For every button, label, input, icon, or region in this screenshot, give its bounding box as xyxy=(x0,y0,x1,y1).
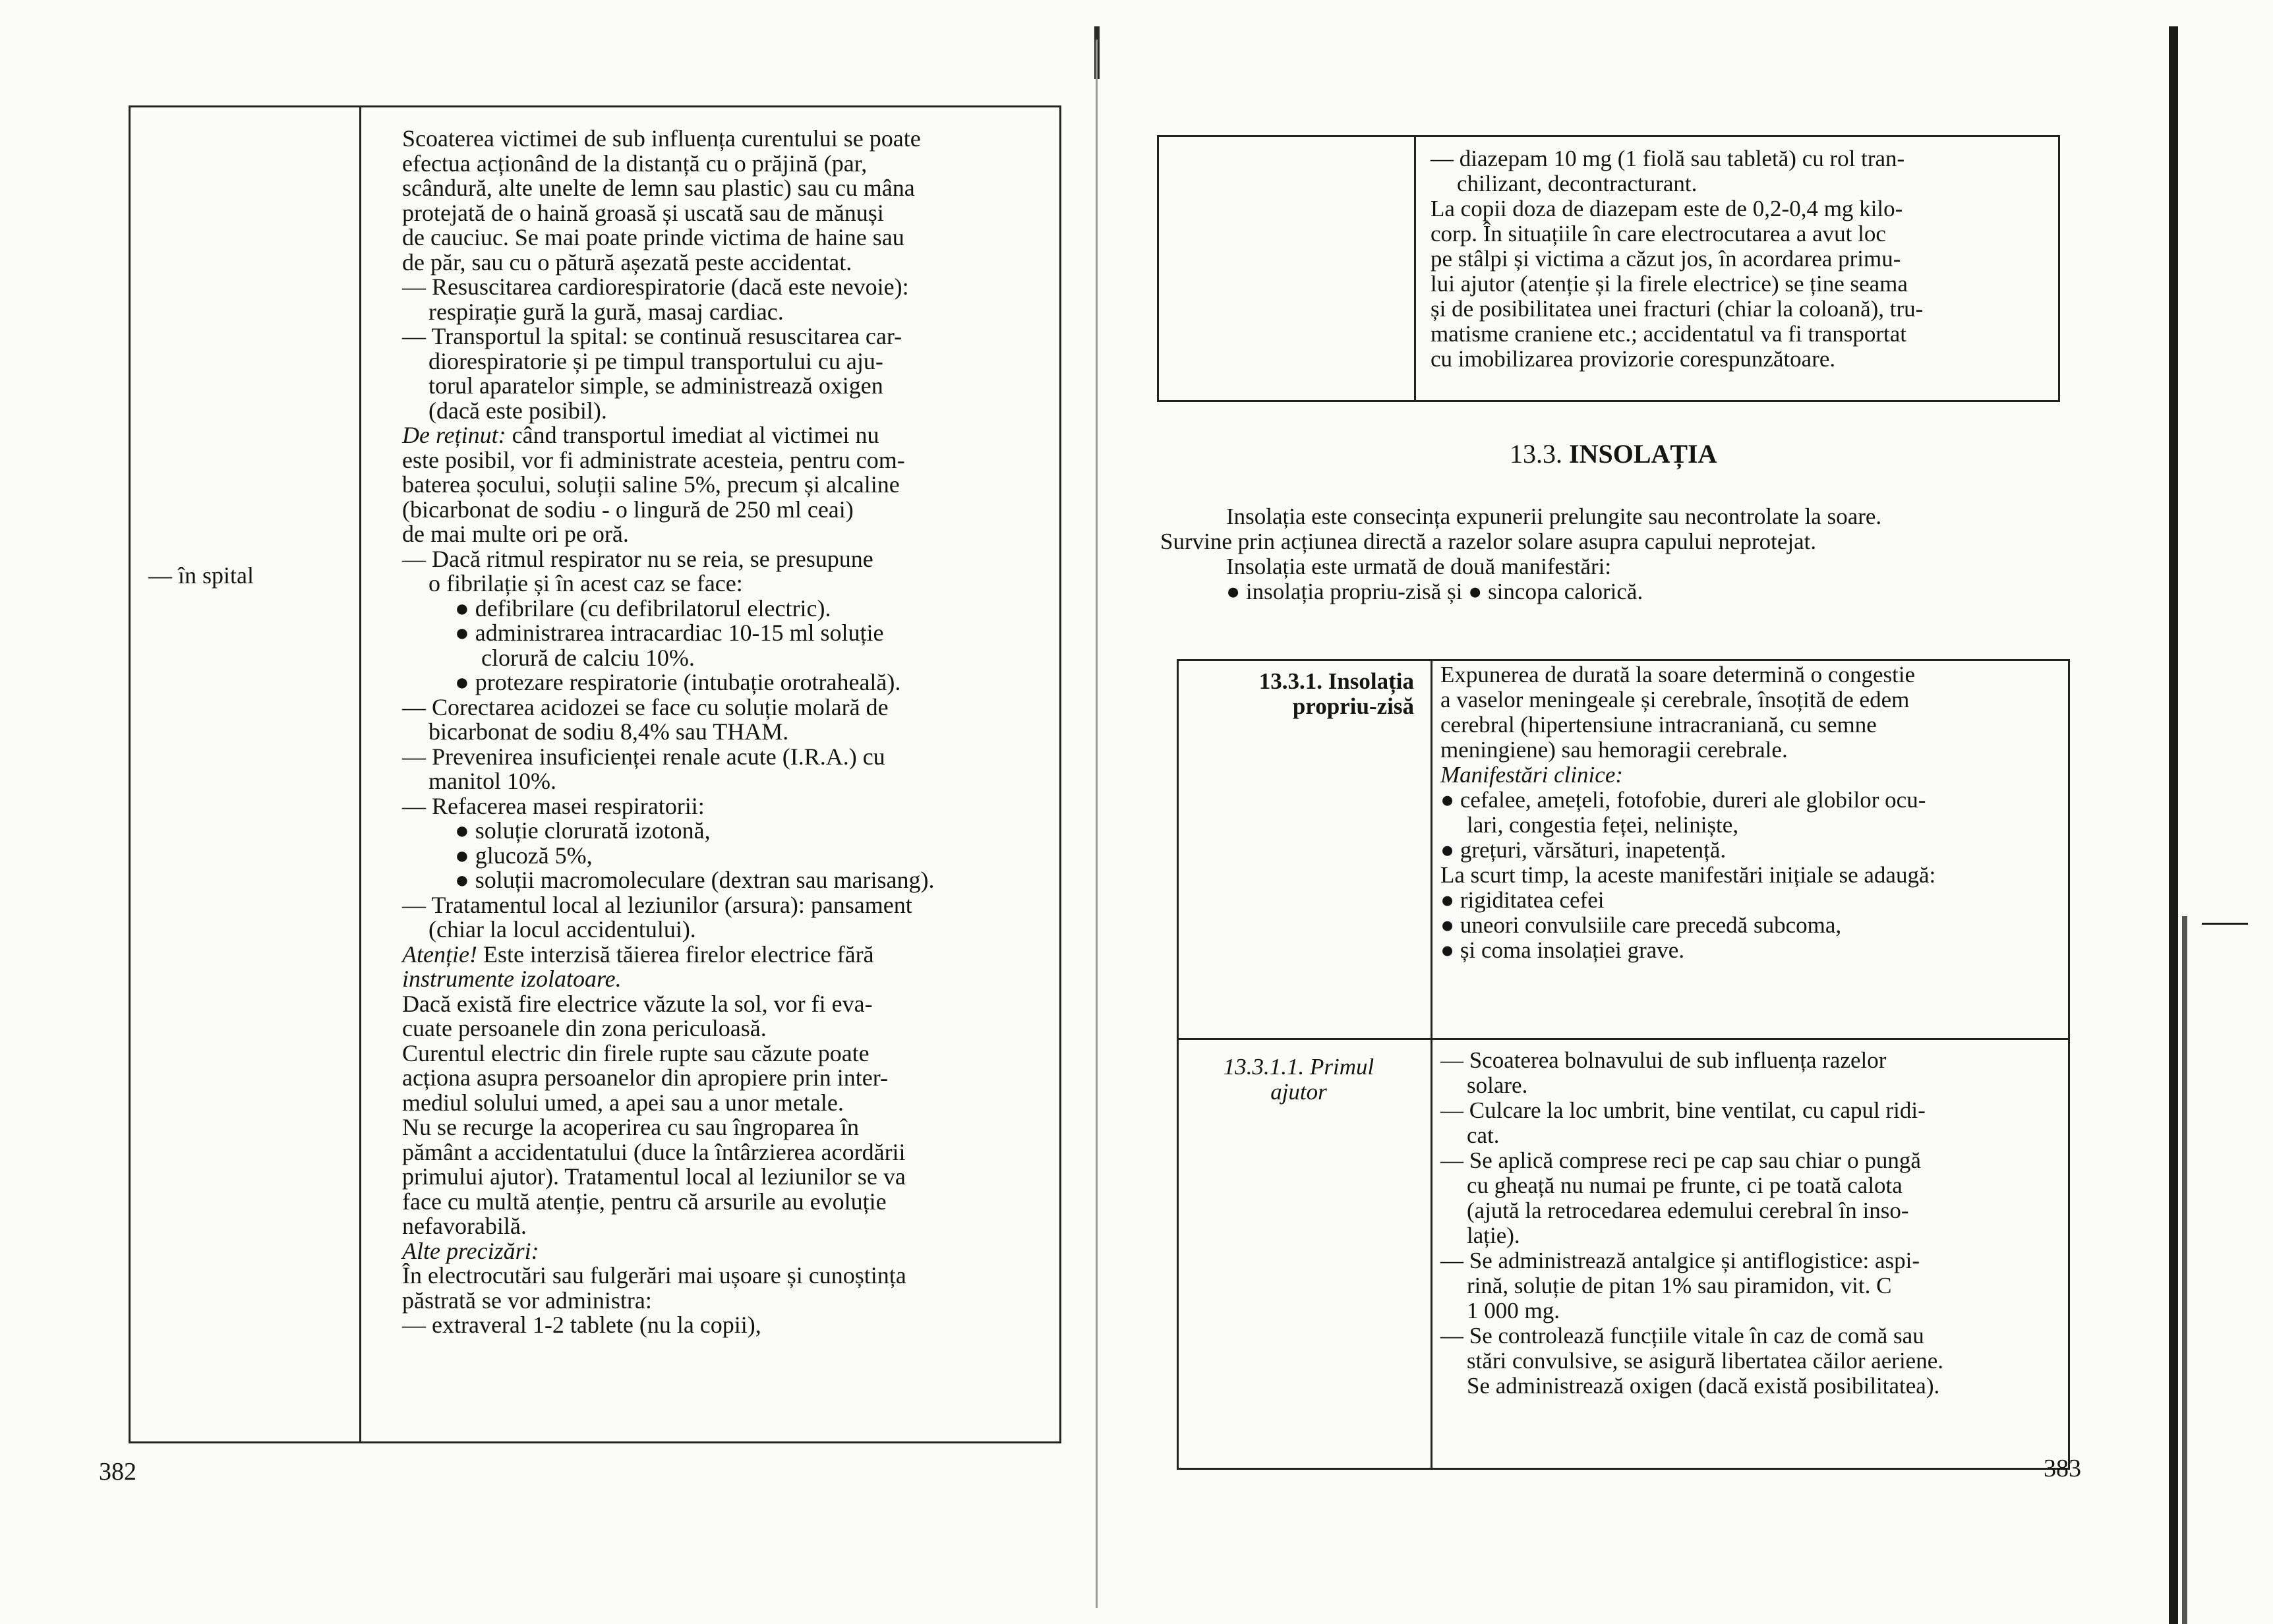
text-line: ● soluție clorurată izotonă, xyxy=(455,817,711,844)
text-line: este posibil, vor fi administrate acesteia, pentru com- xyxy=(402,446,905,473)
intro-line: ● insolația propriu-zisă și ● sincopa calorică. xyxy=(1226,579,1643,604)
text-line: (bicarbonat de sodiu - o lingură de 250 ml ceai) xyxy=(402,496,854,523)
text-line: chilizant, decontracturant. xyxy=(1457,171,1697,196)
text-line: pe stâlpi și victima a căzut jos, în acordarea primu- xyxy=(1431,246,1901,272)
text-line: păstrată se vor administra: xyxy=(402,1287,652,1314)
right-main-row-separator xyxy=(1177,1038,2070,1040)
text-line: face cu multă atenție, pentru că arsurile au evoluție xyxy=(402,1188,887,1215)
text-line: o fibrilație și în acest caz se face: xyxy=(428,570,743,596)
page-number-left: 382 xyxy=(99,1458,136,1486)
book-gutter-line xyxy=(1096,40,1098,1608)
text-line: ● uneori convulsiile care precedă subcoma, xyxy=(1440,912,1842,938)
section-intro xyxy=(1160,504,1881,604)
text-line: — Se controlează funcțiile vitale în caz de comă sau xyxy=(1440,1323,1924,1348)
right-main-divider xyxy=(1431,659,1432,1470)
text-line: — Scoaterea bolnavului de sub influența razelor xyxy=(1440,1047,1887,1073)
text-line: clorură de calciu 10%. xyxy=(481,644,695,671)
text-line: ● defibrilare (cu defibrilatorul electric). xyxy=(455,594,831,622)
text-line: respirație gură la gură, masaj cardiac. xyxy=(428,298,784,325)
text-line: matisme craniene etc.; accidentatul va fi transportat xyxy=(1431,321,1907,347)
text-line: Scoaterea victimei de sub influența curentului se poate xyxy=(402,125,921,152)
text-line: — Transportul la spital: se continuă resuscitarea car- xyxy=(402,323,902,349)
text-line: de păr, sau cu o pătură așezată peste accidentat. xyxy=(402,248,852,276)
row-label-in-spital: — în spital xyxy=(148,562,254,589)
text-line: manitol 10%. xyxy=(428,768,556,794)
text-line: efectua acționând de la distanță cu o prăjină (par, xyxy=(402,150,868,177)
text-line: ● rigiditatea cefei xyxy=(1440,887,1605,913)
text-line: Atenție! Este interzisă tăierea firelor electrice fără xyxy=(402,941,874,968)
row1-label: 13.3.1. Insolația propriu-zisă xyxy=(1258,668,1414,719)
text-line: — extraveral 1-2 tablete (nu la copii), xyxy=(402,1312,761,1338)
text-line: — Se aplică comprese reci pe cap sau chiar o pungă xyxy=(1440,1147,1921,1173)
page-edge-band-2 xyxy=(2182,916,2187,1624)
text-line: Se administrează oxigen (dacă există posibilitatea). xyxy=(1467,1373,1940,1399)
text-line: cerebral (hipertensiune intracraniană, cu semne xyxy=(1440,712,1877,738)
text-line: ● și coma insolației grave. xyxy=(1440,937,1685,963)
text-line: — diazepam 10 mg (1 fiolă sau tabletă) cu rol tran- xyxy=(1431,146,1905,171)
text-line: — Prevenirea insuficienței renale acute (I.R.A.) cu xyxy=(402,743,885,770)
text-line: Dacă există fire electrice văzute la sol, vor fi eva- xyxy=(402,990,873,1017)
text-line: corp. În situațiile în care electrocutarea a avut loc xyxy=(1431,221,1886,246)
intro-line: Survine prin acțiunea directă a razelor solare asupra capului neprotejat. xyxy=(1160,529,1817,554)
text-line: 1 000 mg. xyxy=(1467,1298,1560,1323)
text-line: ● protezare respiratorie (intubație orotraheală). xyxy=(455,669,901,695)
text-line: meningiene) sau hemoragii cerebrale. xyxy=(1440,737,1788,763)
left-body-text xyxy=(402,127,935,1338)
page-edge-band xyxy=(2169,26,2178,1624)
right-top-divider xyxy=(1414,135,1416,402)
text-line: de mai multe ori pe oră. xyxy=(402,521,629,547)
text-line: solare. xyxy=(1467,1072,1528,1098)
text-line: ● cefalee, amețeli, fotofobie, dureri ale globilor ocu- xyxy=(1440,787,1926,813)
text-line: rină, soluție de pitan 1% sau piramidon, vit. C xyxy=(1467,1273,1892,1298)
text-line: a vaselor meningeale și cerebrale, însoțită de edem xyxy=(1440,687,1910,712)
row2-body xyxy=(1440,1048,1943,1399)
text-line: cu gheață nu numai pe frunte, ci pe toată calota xyxy=(1467,1173,1903,1198)
section-heading xyxy=(1510,439,1717,469)
text-line: În electrocutări sau fulgerări mai ușoare și cunoștința xyxy=(402,1262,906,1289)
text-line: (chiar la locul accidentului). xyxy=(428,916,696,942)
text-line: Expunerea de durată la soare determină o congestie xyxy=(1440,662,1916,687)
text-line: stări convulsive, se asigură libertatea căilor aeriene. xyxy=(1467,1348,1944,1374)
text-line: baterea șocului, soluții saline 5%, precum și alcaline xyxy=(402,471,900,498)
text-line: nefavorabilă. xyxy=(402,1213,527,1239)
text-line: scândură, alte unelte de lemn sau plastic) sau cu mâna xyxy=(402,175,915,201)
page-edge-tab xyxy=(2202,923,2248,925)
text-line: — Resuscitarea cardiorespiratorie (dacă este nevoie): xyxy=(402,274,909,300)
text-line: lari, congestia feței, neliniște, xyxy=(1467,812,1739,838)
text-line: bicarbonat de sodiu 8,4% sau THAM. xyxy=(428,718,789,745)
right-top-text xyxy=(1431,146,1923,372)
text-line: cuate persoanele din zona periculoasă. xyxy=(402,1015,767,1041)
text-line: și de posibilitatea unei fracturi (chiar la coloană), tru- xyxy=(1431,296,1924,322)
text-line: lație). xyxy=(1467,1223,1520,1248)
text-line: — Refacerea masei respiratorii: xyxy=(402,792,705,819)
text-line: primului ajutor). Tratamentul local al leziunilor se va xyxy=(402,1163,906,1190)
text-line: cat. xyxy=(1467,1122,1500,1148)
text-line: — Dacă ritmul respirator nu se reia, se presupune xyxy=(402,545,873,572)
text-line: — Corectarea acidozei se face cu soluție molară de xyxy=(402,693,889,720)
text-line: (ajută la retrocedarea edemului cerebral în inso- xyxy=(1467,1198,1909,1223)
left-table-divider xyxy=(359,105,361,1443)
text-line: — Se administrează antalgice și antiflogistice: aspi- xyxy=(1440,1248,1920,1273)
text-line: cu imobilizarea provizorie corespunzătoare. xyxy=(1431,346,1836,372)
text-line: diorespiratorie și pe timpul transportului cu aju- xyxy=(428,347,883,374)
text-line: torul aparatelor simple, se administrează oxigen xyxy=(428,372,883,399)
text-line: ● glucoză 5%, xyxy=(455,842,593,869)
text-line: De reținut: când transportul imediat al victimei nu xyxy=(402,422,879,448)
text-line: La scurt timp, la aceste manifestări inițiale se adaugă: xyxy=(1440,862,1936,888)
text-line: instrumente izolatoare. xyxy=(402,966,622,992)
text-line: ● soluții macromoleculare (dextran sau marisang). xyxy=(455,867,935,893)
page-number-right: 383 xyxy=(2044,1455,2081,1482)
text-line: ● administrarea intracardiac 10-15 ml soluție xyxy=(455,620,884,646)
text-line: Alte precizări: xyxy=(402,1237,539,1264)
text-line: acționa asupra persoanelor din apropiere prin inter- xyxy=(402,1064,888,1091)
text-line: protejată de o haină groasă și uscată sau de mănuși xyxy=(402,199,884,226)
text-line: Nu se recurge la acoperirea cu sau îngroparea în xyxy=(402,1114,859,1140)
section-title: INSOLAȚIA xyxy=(1569,439,1717,469)
text-line: pământ a accidentatului (duce la întârzierea acordării xyxy=(402,1138,906,1165)
text-line: lui ajutor (atenție și la firele electrice) se ține seama xyxy=(1431,271,1908,297)
text-line: — Culcare la loc umbrit, bine ventilat, cu capul ridi- xyxy=(1440,1097,1926,1123)
row1-body xyxy=(1440,662,1935,963)
row2-label: 13.3.1.1. Primul ajutor xyxy=(1223,1054,1374,1105)
text-line: — Tratamentul local al leziunilor (arsura): pansament xyxy=(402,891,912,918)
section-number: 13.3. xyxy=(1510,439,1562,469)
text-line: de cauciuc. Se mai poate prinde victima de haine sau xyxy=(402,224,904,250)
intro-line: Insolația este consecința expunerii prelungite sau necontrolate la soare. xyxy=(1226,504,1882,529)
text-line: Manifestări clinice: xyxy=(1440,762,1624,788)
text-line: La copii doza de diazepam este de 0,2-0,4 mg kilo- xyxy=(1431,196,1903,221)
intro-line: Insolația este urmată de două manifestări: xyxy=(1226,554,1612,579)
text-line: ● grețuri, vărsături, inapetență. xyxy=(1440,837,1727,863)
text-line: (dacă este posibil). xyxy=(428,397,607,424)
text-line: mediul solului umed, a apei sau a unor metale. xyxy=(402,1089,844,1116)
text-line: Curentul electric din firele rupte sau căzute poate xyxy=(402,1039,870,1066)
